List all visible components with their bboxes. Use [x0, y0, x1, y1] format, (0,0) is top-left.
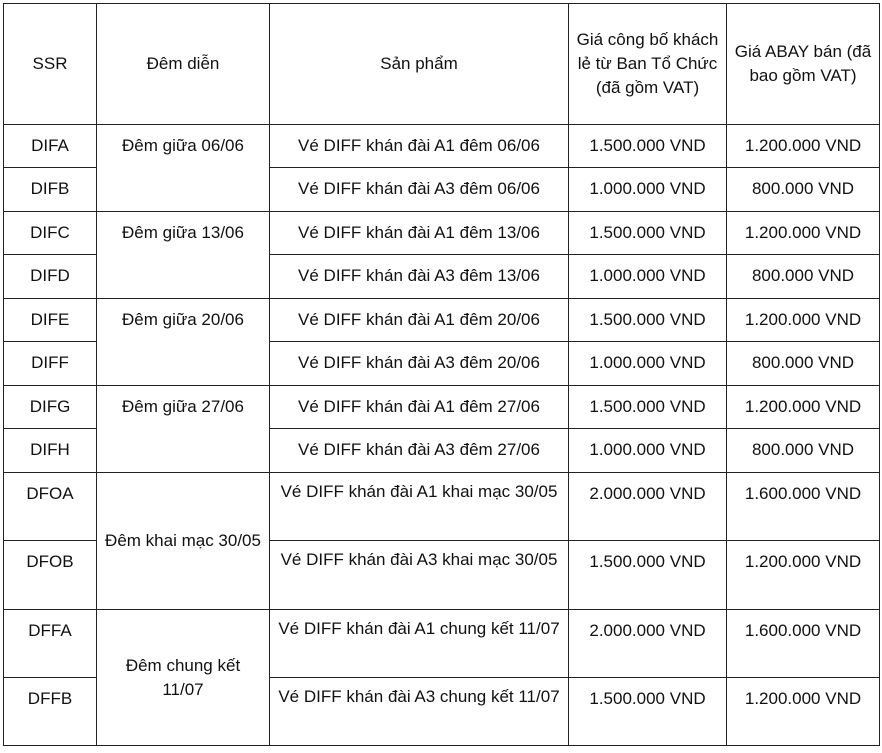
- list-price-cell: 1.500.000 VND: [569, 125, 727, 168]
- ssr-cell: DFOB: [4, 541, 97, 610]
- night-cell: Đêm chung kết 11/07: [97, 610, 270, 746]
- night-cell: Đêm giữa 13/06: [97, 212, 270, 299]
- product-cell: Vé DIFF khán đài A1 đêm 20/06: [270, 299, 569, 342]
- ssr-cell: DIFD: [4, 255, 97, 299]
- list-price-cell: 1.500.000 VND: [569, 386, 727, 429]
- list-price-cell: 1.000.000 VND: [569, 255, 727, 299]
- product-cell: Vé DIFF khán đài A1 chung kết 11/07: [270, 610, 569, 678]
- list-price-cell: 2.000.000 VND: [569, 610, 727, 678]
- list-price-cell: 1.000.000 VND: [569, 342, 727, 386]
- abay-price-cell: 1.600.000 VND: [727, 610, 880, 678]
- list-price-cell: 1.000.000 VND: [569, 429, 727, 473]
- table-row: [4, 125, 880, 168]
- list-price-cell: 1.000.000 VND: [569, 168, 727, 212]
- abay-price-cell: 1.200.000 VND: [727, 678, 880, 746]
- table-row: [4, 473, 880, 541]
- list-price-cell: 1.500.000 VND: [569, 678, 727, 746]
- abay-price-cell: 1.200.000 VND: [727, 125, 880, 168]
- night-cell: Đêm giữa 20/06: [97, 299, 270, 386]
- ticket-price-table: [3, 3, 880, 746]
- abay-price-cell: 1.200.000 VND: [727, 541, 880, 610]
- ssr-cell: DIFA: [4, 125, 97, 168]
- header-ssr: SSR: [4, 4, 97, 125]
- product-cell: Vé DIFF khán đài A3 đêm 27/06: [270, 429, 569, 473]
- night-cell: Đêm khai mạc 30/05: [97, 473, 270, 610]
- list-price-cell: 1.500.000 VND: [569, 212, 727, 255]
- table-row: [4, 212, 880, 255]
- ssr-cell: DFFA: [4, 610, 97, 678]
- ssr-cell: DIFH: [4, 429, 97, 473]
- ssr-cell: DIFB: [4, 168, 97, 212]
- abay-price-cell: 1.600.000 VND: [727, 473, 880, 541]
- product-cell: Vé DIFF khán đài A1 đêm 13/06: [270, 212, 569, 255]
- table-row: [4, 299, 880, 342]
- abay-price-cell: 1.200.000 VND: [727, 386, 880, 429]
- ssr-cell: DIFC: [4, 212, 97, 255]
- product-cell: Vé DIFF khán đài A3 chung kết 11/07: [270, 678, 569, 746]
- header-abay-price: Giá ABAY bán (đã bao gồm VAT): [727, 4, 880, 125]
- abay-price-cell: 1.200.000 VND: [727, 299, 880, 342]
- header-night: Đêm diễn: [97, 4, 270, 125]
- night-cell: Đêm giữa 27/06: [97, 386, 270, 473]
- ssr-cell: DIFE: [4, 299, 97, 342]
- list-price-cell: 1.500.000 VND: [569, 541, 727, 610]
- product-cell: Vé DIFF khán đài A3 đêm 06/06: [270, 168, 569, 212]
- list-price-cell: 1.500.000 VND: [569, 299, 727, 342]
- header-list-price: Giá công bố khách lẻ từ Ban Tổ Chức (đã gồm VAT): [569, 4, 727, 125]
- ssr-cell: DFFB: [4, 678, 97, 746]
- header-row: [4, 4, 880, 125]
- product-cell: Vé DIFF khán đài A3 đêm 20/06: [270, 342, 569, 386]
- header-product: Sản phẩm: [270, 4, 569, 125]
- list-price-cell: 2.000.000 VND: [569, 473, 727, 541]
- ssr-cell: DFOA: [4, 473, 97, 541]
- product-cell: Vé DIFF khán đài A1 khai mạc 30/05: [270, 473, 569, 541]
- table-row: [4, 610, 880, 678]
- product-cell: Vé DIFF khán đài A3 đêm 13/06: [270, 255, 569, 299]
- table-row: [4, 386, 880, 429]
- abay-price-cell: 800.000 VND: [727, 168, 880, 212]
- product-cell: Vé DIFF khán đài A1 đêm 06/06: [270, 125, 569, 168]
- ssr-cell: DIFG: [4, 386, 97, 429]
- abay-price-cell: 800.000 VND: [727, 342, 880, 386]
- product-cell: Vé DIFF khán đài A1 đêm 27/06: [270, 386, 569, 429]
- abay-price-cell: 800.000 VND: [727, 429, 880, 473]
- product-cell: Vé DIFF khán đài A3 khai mạc 30/05: [270, 541, 569, 610]
- night-cell: Đêm giữa 06/06: [97, 125, 270, 212]
- abay-price-cell: 1.200.000 VND: [727, 212, 880, 255]
- abay-price-cell: 800.000 VND: [727, 255, 880, 299]
- ssr-cell: DIFF: [4, 342, 97, 386]
